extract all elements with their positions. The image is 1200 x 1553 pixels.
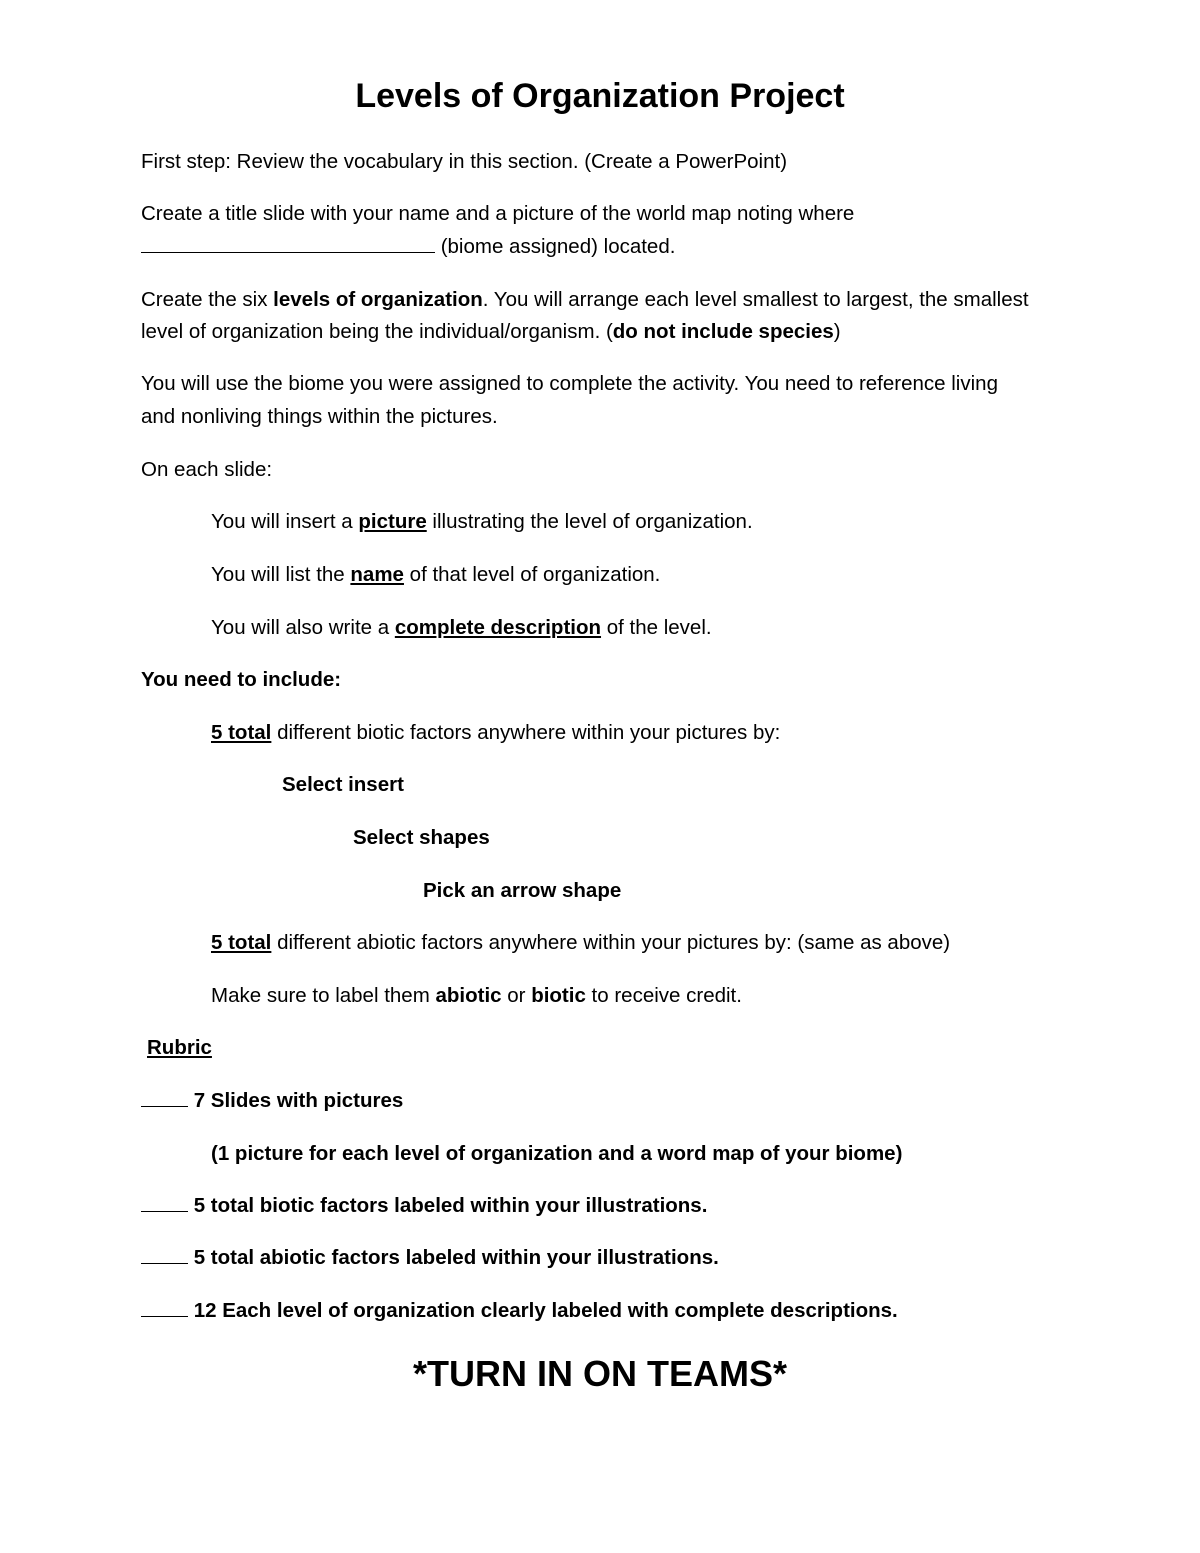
- picture-line: [211, 505, 753, 538]
- levels-text-a: Create the six: [141, 288, 274, 311]
- levels-line-1: [141, 283, 1029, 316]
- desc-text-a: You will also write a: [211, 616, 395, 639]
- each-slide-heading-text: On each slide:: [141, 458, 273, 481]
- name-text-c: of that level of organization.: [403, 563, 661, 586]
- rubric-heading: [147, 1031, 212, 1064]
- rubric-item-3-text: 5 total abiotic factors labeled within your illustrations.: [188, 1246, 719, 1269]
- step-select-shapes: [353, 821, 490, 854]
- first-step-line: [141, 145, 787, 178]
- no-species-bold: do not include species: [612, 320, 834, 343]
- step-pick-arrow: [423, 874, 621, 907]
- levels-text-d: level of organization being the individual/organism. (: [141, 320, 613, 343]
- rubric-item-2-text: 5 total biotic factors labeled within your illustrations.: [188, 1194, 708, 1217]
- biotic-total: 5 total: [211, 721, 272, 744]
- rubric-item-1-note: [211, 1137, 902, 1170]
- rubric-item-4: [141, 1294, 898, 1327]
- name-line: [211, 558, 660, 591]
- rubric-item-2: [141, 1189, 707, 1222]
- score-blank-4: [141, 1298, 188, 1317]
- score-blank-2: [141, 1193, 188, 1212]
- levels-bold: levels of organization: [273, 288, 483, 311]
- each-slide-heading: [141, 453, 272, 486]
- score-blank-1: [141, 1088, 188, 1107]
- biotic-word: biotic: [531, 984, 586, 1007]
- biome-line-1: [141, 367, 998, 400]
- step1-text: Select insert: [282, 773, 404, 796]
- label-line: [211, 979, 742, 1012]
- abiotic-text: different abiotic factors anywhere within your pictures by: (same as above): [271, 931, 951, 954]
- biotic-line: [211, 716, 780, 749]
- levels-text-f: ): [833, 320, 841, 343]
- abiotic-word: abiotic: [435, 984, 502, 1007]
- title-slide-text-2: (biome assigned) located.: [435, 235, 676, 258]
- title-slide-line-2: [141, 230, 675, 263]
- description-line: [211, 611, 712, 644]
- picture-keyword: picture: [358, 510, 427, 533]
- biome-text-1: You will use the biome you were assigned to complete the activity. You need to reference living: [141, 372, 998, 395]
- page-title: Levels of Organization Project: [355, 77, 845, 115]
- rubric-heading-text: Rubric: [147, 1036, 212, 1059]
- title-slide-text-1: Create a title slide with your name and a picture of the world map noting where: [141, 202, 855, 225]
- include-heading: [141, 663, 341, 696]
- rubric-item-1-text: 7 Slides with pictures: [188, 1089, 404, 1112]
- label-text-c: or: [501, 984, 532, 1007]
- step-select-insert: [282, 768, 404, 801]
- rubric-item-4-text: 12 Each level of organization clearly labeled with complete descriptions.: [188, 1299, 898, 1322]
- desc-text-c: of the level.: [601, 616, 712, 639]
- biotic-text: different biotic factors anywhere within your pictures by:: [271, 721, 781, 744]
- label-text-e: to receive credit.: [585, 984, 742, 1007]
- abiotic-line: [211, 926, 950, 959]
- rubric-item-3: [141, 1241, 719, 1274]
- turn-in-footer: *TURN IN ON TEAMS*: [412, 1353, 787, 1394]
- name-text-a: You will list the: [211, 563, 351, 586]
- title-slide-line-1: [141, 197, 854, 230]
- picture-text-c: illustrating the level of organization.: [426, 510, 753, 533]
- score-blank-3: [141, 1245, 188, 1264]
- abiotic-total: 5 total: [211, 931, 272, 954]
- include-heading-text: You need to include:: [141, 668, 342, 691]
- label-text-a: Make sure to label them: [211, 984, 436, 1007]
- first-step-text: First step: Review the vocabulary in this section. (Create a PowerPoint): [141, 150, 788, 173]
- rubric-item-1: [141, 1084, 403, 1117]
- step2-text: Select shapes: [353, 826, 490, 849]
- biome-line-2: [141, 400, 498, 433]
- picture-text-a: You will insert a: [211, 510, 359, 533]
- step3-text: Pick an arrow shape: [423, 879, 622, 902]
- biome-text-2: and nonliving things within the pictures.: [141, 405, 498, 428]
- levels-line-2: [141, 315, 841, 348]
- rubric-item-1-note-text: (1 picture for each level of organization and a word map of your biome): [211, 1142, 903, 1165]
- biome-blank: [141, 234, 435, 253]
- name-keyword: name: [350, 563, 404, 586]
- levels-text-c: . You will arrange each level smallest to largest, the smallest: [482, 288, 1029, 311]
- description-keyword: complete description: [394, 616, 602, 639]
